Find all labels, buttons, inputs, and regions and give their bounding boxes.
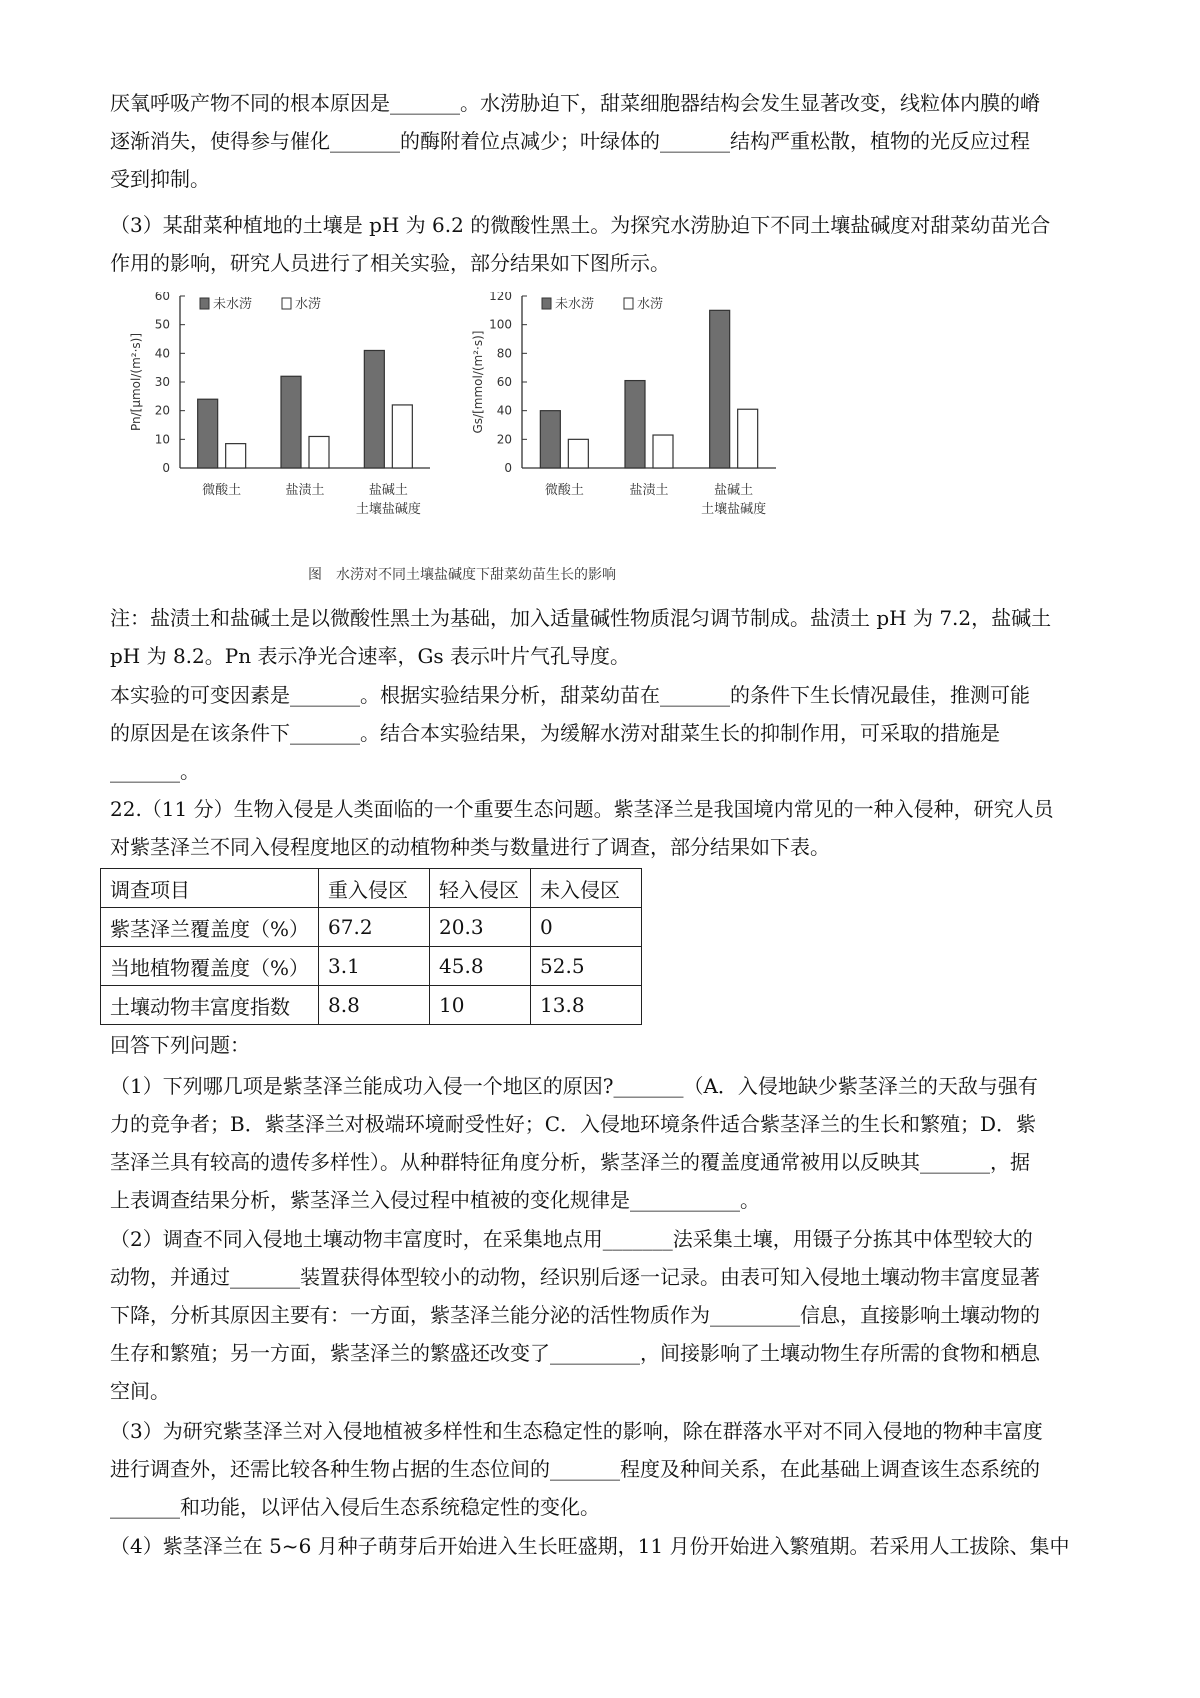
bar — [309, 436, 329, 468]
text-line: _______。 — [110, 759, 200, 783]
table-header-cell: 重入侵区 — [319, 869, 430, 908]
table-header-cell: 调查项目 — [101, 869, 319, 908]
x-tick-label: 盐碱土 — [368, 483, 408, 498]
text-line: 上表调查结果分析，紫茎泽兰入侵过程中植被的变化规律是___________。 — [110, 1188, 760, 1212]
table-cell: 8.8 — [319, 986, 430, 1025]
table-cell: 45.8 — [430, 947, 531, 986]
table-cell: 当地植物覆盖度（%） — [101, 947, 319, 986]
bar — [568, 439, 588, 468]
figure-note — [110, 599, 1100, 675]
y-tick-label: 60 — [496, 375, 512, 389]
text-line: （3）为研究紫茎泽兰对入侵地植被多样性和生态稳定性的影响，除在群落水平对不同入侵地的物种丰富度 — [110, 1419, 1043, 1443]
text-line: 生存和繁殖；另一方面，紫茎泽兰的繁盛还改变了_________，间接影响了土壤动物生存所需的食物和栖息 — [110, 1341, 1040, 1365]
answer-prompt — [110, 1026, 1100, 1064]
y-tick-label: 100 — [489, 317, 512, 332]
q22-part4 — [110, 1527, 1100, 1565]
text-line: 受到抑制。 — [110, 167, 210, 191]
x-axis-label: 土壤盐碱度 — [701, 502, 767, 517]
bar — [710, 310, 730, 468]
bar — [226, 444, 246, 468]
text-line: 的原因是在该条件下_______。结合本实验结果，为缓解水涝对甜菜生长的抑制作用，可采取的措施是 — [110, 721, 1000, 745]
text-line: pH 为 8.2。Pn 表示净光合速率，Gs 表示叶片气孔导度。 — [110, 644, 631, 668]
table-row — [101, 908, 642, 947]
bar — [625, 381, 645, 468]
table-cell: 土壤动物丰富度指数 — [101, 986, 319, 1025]
text-line: 进行调查外，还需比较各种生物占据的生态位间的_______程度及种间关系，在此基础上调查该生态系统的 — [110, 1457, 1040, 1481]
text-line: 厌氧呼吸产物不同的根本原因是_______。水涝胁迫下，甜菜细胞器结构会发生显著改变，线粒体内膜的嵴 — [110, 91, 1040, 115]
y-tick-label: 0 — [162, 461, 170, 475]
table-header-row — [101, 869, 642, 908]
legend-swatch — [282, 298, 291, 309]
q22-part1 — [110, 1067, 1100, 1219]
y-tick-label: 40 — [154, 346, 170, 361]
bar — [392, 405, 412, 468]
table-row — [101, 947, 642, 986]
table-cell: 20.3 — [430, 908, 531, 947]
y-tick-label: 0 — [504, 461, 512, 475]
y-tick-label: 10 — [154, 432, 170, 447]
bar — [281, 376, 301, 468]
text-line: 茎泽兰具有较高的遗传多样性）。从种群特征角度分析，紫茎泽兰的覆盖度通常被用以反映其_______，据 — [110, 1150, 1030, 1174]
text-line: （4）紫茎泽兰在 5~6 月种子萌芽后开始进入生长旺盛期，11 月份开始进入繁殖期。若采用人工拔除、集中 — [110, 1534, 1070, 1558]
x-tick-label: 盐渍土 — [629, 483, 669, 498]
legend-swatch — [542, 298, 551, 309]
bar — [540, 411, 560, 468]
table-cell: 紫茎泽兰覆盖度（%） — [101, 908, 319, 947]
charts-svg — [130, 292, 830, 594]
text-line: 逐渐消失，使得参与催化_______的酶附着位点减少；叶绿体的_______结构严重松散，植物的光反应过程 — [110, 129, 1030, 153]
y-tick-label: 30 — [154, 375, 170, 389]
y-axis-label: Pn/[μmol/(m²·s)] — [130, 332, 143, 432]
text-line: 空间。 — [110, 1379, 170, 1403]
text-line: 注：盐渍土和盐碱土是以微酸性黑土为基础，加入适量碱性物质混匀调节制成。盐渍土 pH 为 7.2，盐碱土 — [110, 606, 1052, 630]
text-line: 本实验的可变因素是_______。根据实验结果分析，甜菜幼苗在_______的条件下生长情况最佳，推测可能 — [110, 683, 1030, 707]
legend-label: 水涝 — [637, 297, 664, 312]
figure-caption: 图 水涝对不同土壤盐碱度下甜菜幼苗生长的影响 — [308, 567, 616, 583]
q22-part2 — [110, 1220, 1100, 1410]
bar — [738, 409, 758, 468]
x-tick-label: 盐碱土 — [714, 483, 754, 498]
bar — [364, 350, 384, 468]
q21-continuation — [110, 84, 1100, 198]
x-axis-label: 土壤盐碱度 — [355, 502, 421, 517]
table-cell: 0 — [531, 908, 642, 947]
text-line: 下降，分析其原因主要有：一方面，紫茎泽兰能分泌的活性物质作为_________信息，直接影响土壤动物的 — [110, 1303, 1040, 1327]
legend-swatch — [624, 298, 633, 309]
y-tick-label: 50 — [154, 317, 170, 332]
text-line: _______和功能，以评估入侵后生态系统稳定性的变化。 — [110, 1495, 600, 1519]
y-axis-label: Gs/[mmol/(m²·s)] — [471, 330, 485, 434]
y-tick-label: 40 — [496, 403, 512, 418]
survey-table — [100, 868, 642, 1025]
pn-chart — [130, 292, 430, 517]
q21-part3 — [110, 206, 1100, 282]
x-tick-label: 微酸土 — [544, 483, 584, 498]
q22-part3 — [110, 1412, 1100, 1526]
gs-chart — [471, 292, 776, 517]
table-cell: 67.2 — [319, 908, 430, 947]
text-line: （2）调查不同入侵地土壤动物丰富度时，在采集地点用_______法采集土壤，用镊子分拣其中体型较大的 — [110, 1227, 1033, 1251]
legend-label: 未水涝 — [555, 297, 595, 312]
text-line: （3）某甜菜种植地的土壤是 pH 为 6.2 的微酸性黑土。为探究水涝胁迫下不同土壤盐碱度对甜菜幼苗光合 — [110, 213, 1051, 237]
table-cell: 3.1 — [319, 947, 430, 986]
text-line: 动物，并通过_______装置获得体型较小的动物，经识别后逐一记录。由表可知入侵地土壤动物丰富度显著 — [110, 1265, 1040, 1289]
text-line: （1）下列哪几项是紫茎泽兰能成功入侵一个地区的原因?_______（A．入侵地缺少紫茎泽兰的天敌与强有 — [110, 1074, 1038, 1098]
text-line: 力的竞争者；B．紫茎泽兰对极端环境耐受性好；C．入侵地环境条件适合紫茎泽兰的生长和繁殖；D．紫 — [110, 1112, 1037, 1136]
table-cell: 13.8 — [531, 986, 642, 1025]
legend-label: 水涝 — [295, 297, 322, 312]
figure-bar-charts — [130, 292, 830, 594]
legend-label: 未水涝 — [213, 297, 253, 312]
legend-swatch — [200, 298, 209, 309]
x-tick-label: 微酸土 — [202, 483, 242, 498]
y-tick-label: 60 — [154, 292, 170, 303]
text-line: 对紫茎泽兰不同入侵程度地区的动植物种类与数量进行了调查，部分结果如下表。 — [110, 835, 830, 859]
x-tick-label: 盐渍土 — [285, 483, 325, 498]
table-header-cell: 轻入侵区 — [430, 869, 531, 908]
text-line: 22.（11 分）生物入侵是人类面临的一个重要生态问题。紫茎泽兰是我国境内常见的一种入侵种，研究人员 — [110, 797, 1054, 821]
text-line: 回答下列问题： — [110, 1033, 250, 1057]
y-tick-label: 80 — [496, 346, 512, 361]
text-line: 作用的影响，研究人员进行了相关实验，部分结果如下图所示。 — [110, 251, 670, 275]
y-tick-label: 20 — [496, 432, 512, 447]
y-tick-label: 120 — [489, 292, 512, 303]
table-row — [101, 986, 642, 1025]
y-tick-label: 20 — [154, 403, 170, 418]
q21-part3-questions — [110, 676, 1100, 790]
bar — [653, 435, 673, 468]
table-cell: 52.5 — [531, 947, 642, 986]
q22-intro — [110, 790, 1100, 866]
table-header-cell: 未入侵区 — [531, 869, 642, 908]
table-cell: 10 — [430, 986, 531, 1025]
bar — [198, 399, 218, 468]
